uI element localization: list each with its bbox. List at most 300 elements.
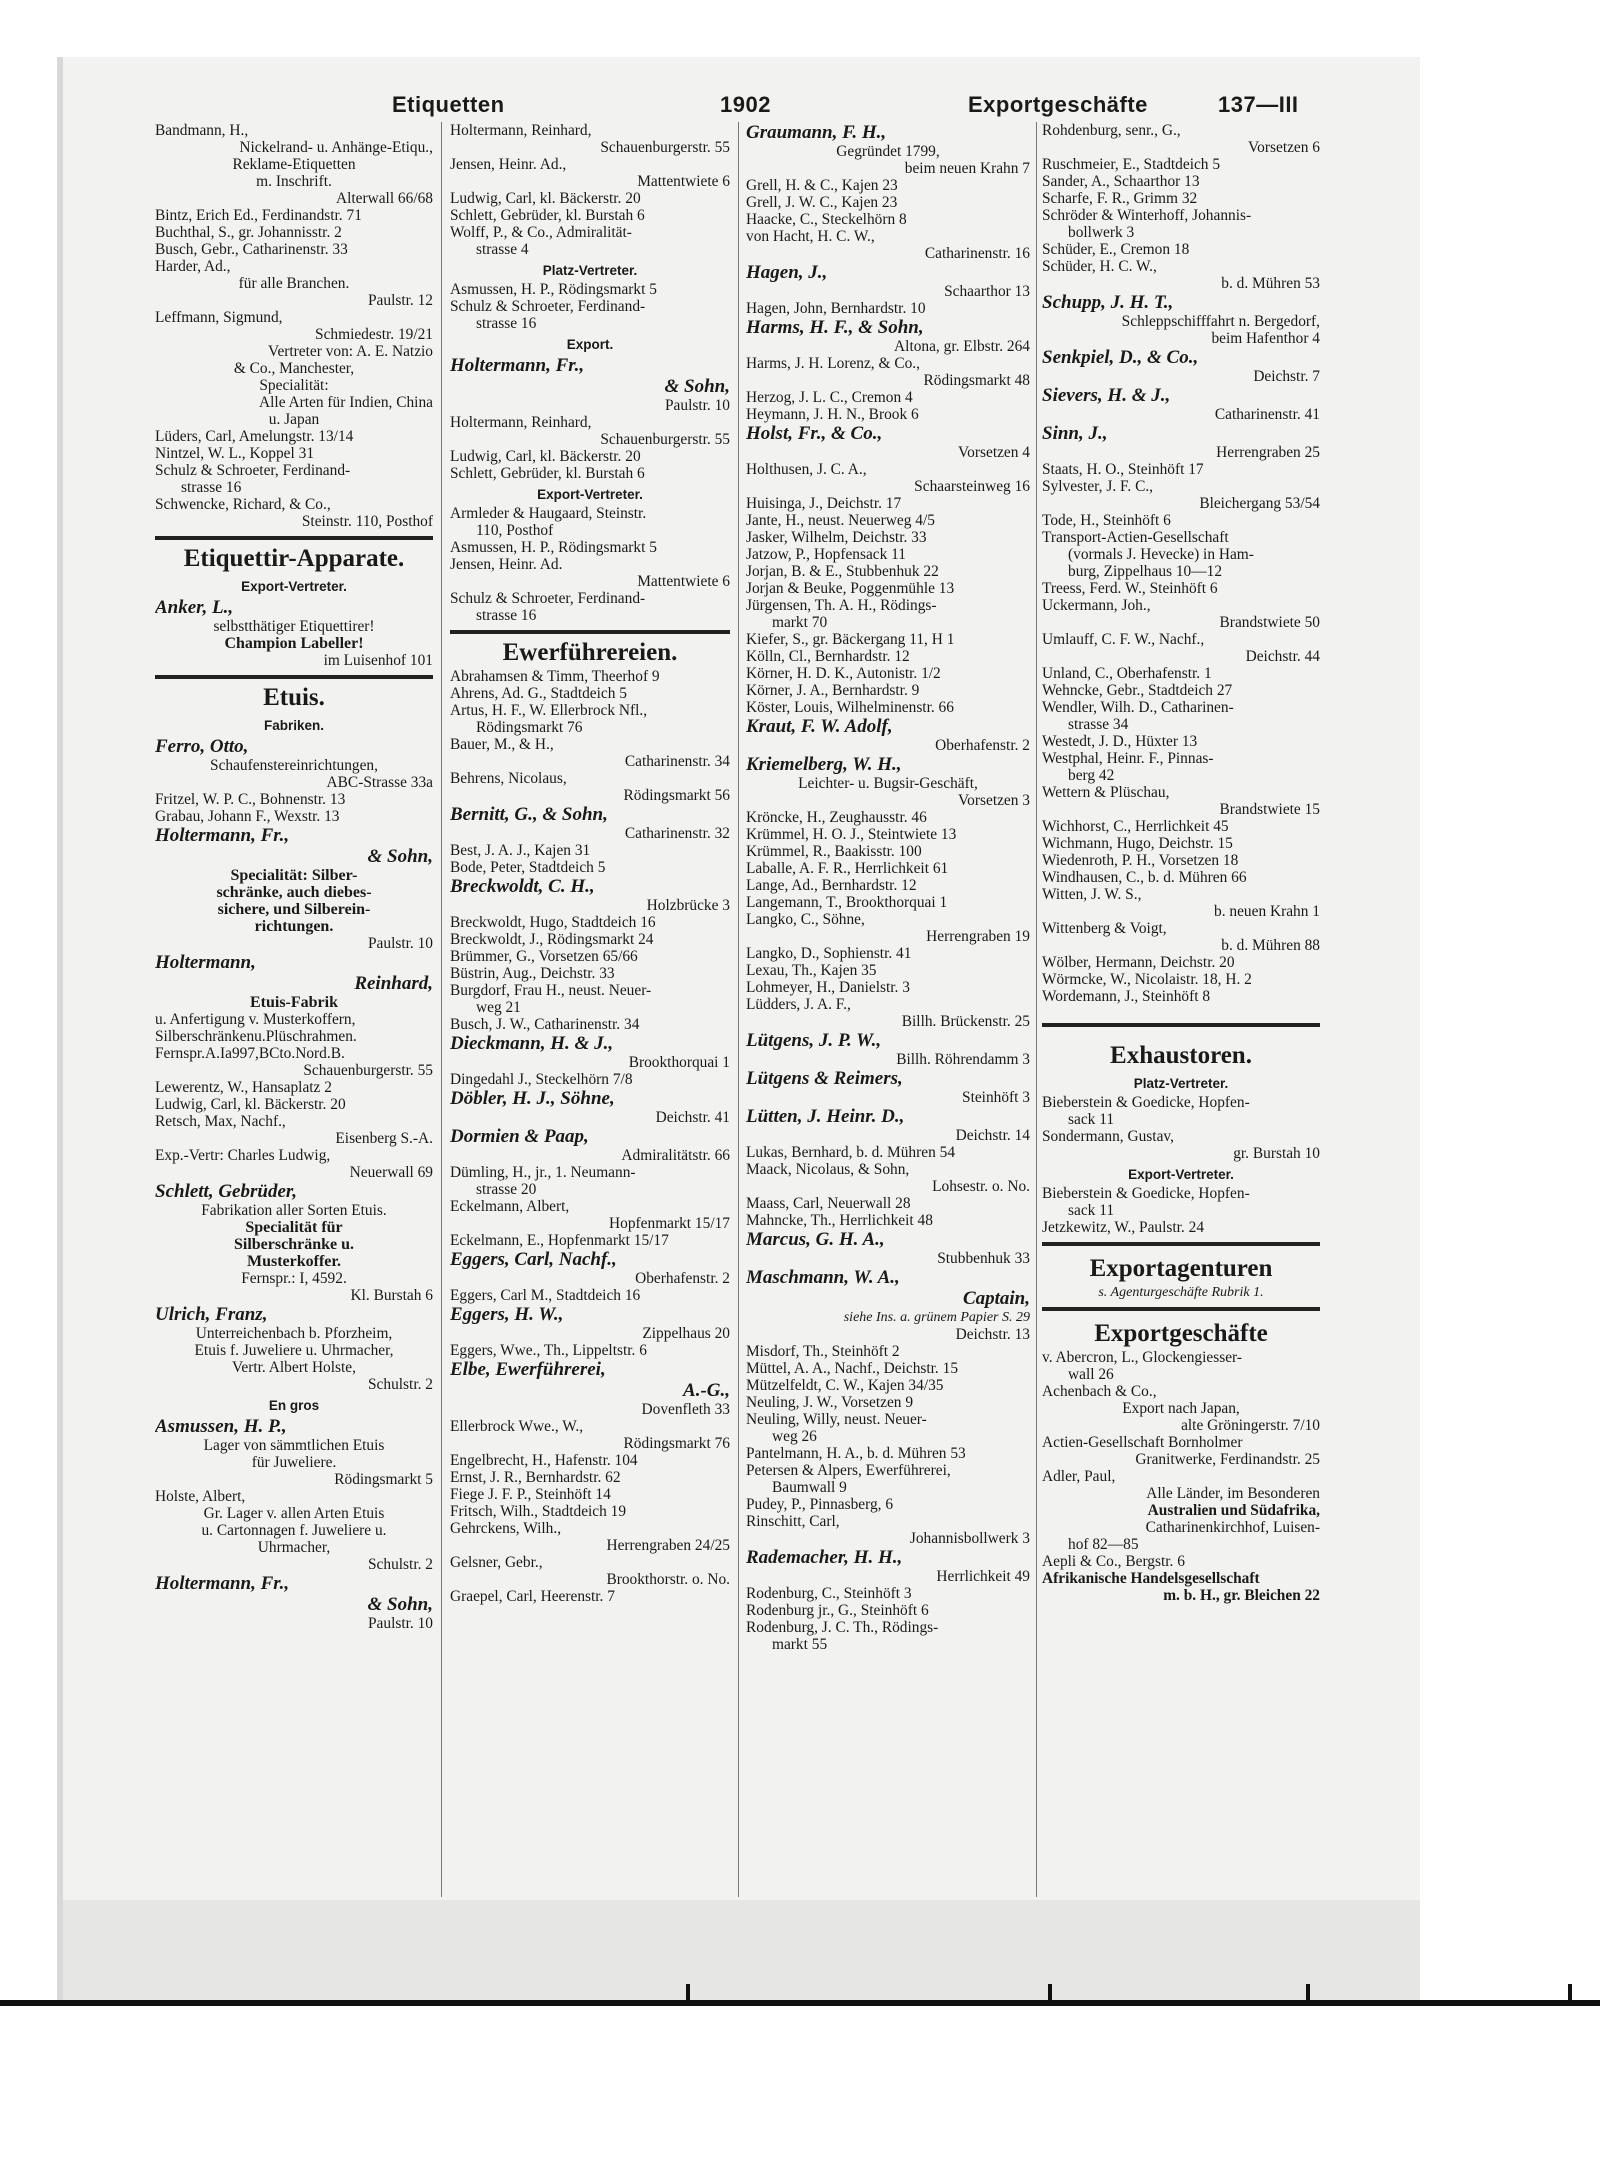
firm-name: A.-G., (683, 1380, 730, 1401)
listing-line: Büstrin, Aug., Deichstr. 33 (450, 965, 615, 982)
listing-line: Alle Arten für Indien, China (259, 394, 433, 411)
section-heading: Etuis. (263, 684, 325, 711)
listing-line: wall 26 (1068, 1366, 1114, 1383)
listing-line: u. Japan (268, 411, 320, 428)
listing-line: Brümmer, G., Vorsetzen 65/66 (450, 948, 638, 965)
listing-line: strasse 20 (476, 1181, 537, 1198)
firm-name: Sievers, H. & J., (1042, 385, 1171, 406)
firm-name: Anker, L., (155, 597, 234, 618)
listing-line: Kl. Burstah 6 (350, 1287, 433, 1304)
listing-line: Leichter- u. Bugsir-Geschäft, (798, 775, 978, 792)
listing-line: & Co., Manchester, (233, 360, 355, 377)
listing-line: Musterkoffer. (246, 1253, 342, 1270)
listing-line: Fernspr.: I, 4592. (241, 1270, 347, 1287)
listing-line: Müttel, A. A., Nachf., Deichstr. 15 (746, 1360, 959, 1377)
listing-line: Uhrmacher, (257, 1539, 331, 1556)
listing-line: Ruschmeier, E., Stadtdeich 5 (1042, 156, 1221, 173)
listing-line: sack 11 (1068, 1111, 1115, 1128)
listing-line: v. Abercron, L., Glockengiesser- (1042, 1349, 1242, 1366)
listing-line: Catharinenstr. 41 (1214, 406, 1320, 423)
listing-line: Bieberstein & Goedicke, Hopfen- (1042, 1094, 1250, 1111)
listing-line: Fritsch, Wilh., Stadtdeich 19 (450, 1503, 627, 1520)
listing-line: Herrengraben 19 (926, 928, 1030, 945)
listing-line: Eckelmann, E., Hopfenmarkt 15/17 (450, 1232, 669, 1249)
listing-line: Harder, Ad., (155, 258, 231, 275)
listing-line: Alterwall 66/68 (335, 190, 433, 207)
listing-line: Gelsner, Gebr., (450, 1554, 543, 1571)
listing-line: Rödingsmarkt 48 (923, 372, 1030, 389)
listing-line: Bauer, M., & H., (450, 736, 554, 753)
listing-line: Hagen, John, Bernhardstr. 10 (746, 300, 926, 317)
firm-name: & Sohn, (367, 1594, 433, 1615)
firm-name: Lütten, J. Heinr. D., (746, 1106, 905, 1127)
listing-line: m. b. H., gr. Bleichen 22 (1163, 1587, 1320, 1604)
listing-line: Schaarthor 13 (944, 283, 1030, 300)
section-rule (450, 630, 730, 634)
listing-line: Rödingsmarkt 76 (623, 1435, 730, 1452)
listing-line: Heymann, J. H. N., Brook 6 (746, 406, 919, 423)
listing-line: Tode, H., Steinhöft 6 (1042, 512, 1171, 529)
listing-line: strasse 4 (476, 241, 529, 258)
listing-line: Deichstr. 14 (955, 1127, 1030, 1144)
listing-line: Ernst, J. R., Bernhardstr. 62 (450, 1469, 621, 1486)
listing-line: Ellerbrock Wwe., W., (450, 1418, 584, 1435)
listing-line: Langko, C., Söhne, (746, 911, 865, 928)
listing-line: Wiedenroth, P. H., Vorsetzen 18 (1042, 852, 1239, 869)
listing-line: berg 42 (1068, 767, 1115, 784)
listing-line: Specialität: (259, 377, 329, 394)
listing-line: Vertr. Albert Holste, (232, 1359, 356, 1376)
listing-line: burg, Zippelhaus 10—12 (1068, 563, 1223, 580)
listing-line: Eckelmann, Albert, (450, 1198, 570, 1215)
listing-line: Umlauff, C. F. W., Nachf., (1042, 631, 1205, 648)
listing-line: Grell, H. & C., Kajen 23 (746, 177, 898, 194)
listing-line: strasse 16 (476, 607, 537, 624)
column-divider (1036, 122, 1037, 1897)
listing-line: Herrlichkeit 49 (936, 1568, 1030, 1585)
listing-line: Bandmann, H., (155, 122, 249, 139)
listing-line: Fritzel, W. P. C., Bohnenstr. 13 (155, 791, 346, 808)
listing-line: Stubbenhuk 33 (937, 1250, 1030, 1267)
section-rule (155, 675, 433, 679)
listing-line: Schüder, H. C. W., (1042, 258, 1157, 275)
listing-line: Jasker, Wilhelm, Deichstr. 33 (746, 529, 927, 546)
firm-name: Sinn, J., (1042, 423, 1108, 444)
listing-line: Rinschitt, Carl, (746, 1513, 840, 1530)
listing-line: b. d. Mühren 88 (1221, 937, 1320, 954)
section-rule (1042, 1023, 1320, 1027)
firm-name: Schlett, Gebrüder, (155, 1181, 297, 1202)
listing-line: Lüdders, J. A. F., (746, 996, 851, 1013)
listing-line: Johannisbollwerk 3 (909, 1530, 1030, 1547)
listing-line: Breckwoldt, Hugo, Stadtdeich 16 (450, 914, 656, 931)
running-header-year: 1902 (720, 92, 771, 117)
listing-line: Wehncke, Gebr., Stadtdeich 27 (1042, 682, 1233, 699)
listing-line: Wettern & Plüschau, (1042, 784, 1170, 801)
firm-name: Harms, H. F., & Sohn, (746, 317, 924, 338)
listing-line: s. Agenturgeschäfte Rubrik 1. (1098, 1285, 1264, 1300)
listing-line: Baumwall 9 (772, 1479, 847, 1496)
firm-name: Captain, (962, 1288, 1030, 1309)
firm-name: Kriemelberg, W. H., (746, 754, 902, 775)
listing-line: Schulstr. 2 (368, 1376, 433, 1393)
listing-line: Haacke, C., Steckelhörn 8 (746, 211, 907, 228)
listing-line: Dümling, H., jr., 1. Neumann- (450, 1164, 636, 1181)
listing-line: Rodenburg, J. C. Th., Rödings- (746, 1619, 939, 1636)
listing-line: Abrahamsen & Timm, Theerhof 9 (450, 668, 660, 685)
listing-line: Steinstr. 110, Posthof (301, 513, 433, 530)
listing-line: Champion Labeller! (224, 635, 364, 652)
listing-line: Sander, A., Schaarthor 13 (1042, 173, 1200, 190)
listing-line: Lewerentz, W., Hansaplatz 2 (155, 1079, 332, 1096)
listing-line: Schaarsteinweg 16 (914, 478, 1030, 495)
listing-line: Mattentwiete 6 (637, 573, 730, 590)
listing-line: Artus, H. F., W. Ellerbrock Nfl., (450, 702, 648, 719)
firm-name: Schupp, J. H. T., (1042, 292, 1174, 313)
listing-line: Paulstr. 12 (368, 292, 433, 309)
listing-line: von Hacht, H. C. W., (746, 228, 875, 245)
section-heading: Ewerführereien. (502, 639, 678, 666)
listing-line: alte Gröningerstr. 7/10 (1181, 1417, 1320, 1434)
listing-line: Lager von sämmtlichen Etuis (203, 1437, 385, 1454)
column-3 (746, 122, 1030, 1945)
firm-name: Asmussen, H. P., (155, 1416, 287, 1437)
listing-line: Rödingsmarkt 76 (476, 719, 583, 736)
listing-line: Neuerwall 69 (349, 1164, 433, 1181)
subsection-heading: Export-Vertreter. (241, 579, 347, 594)
firm-name: Eggers, Carl, Nachf., (450, 1249, 617, 1270)
listing-line: gr. Burstah 10 (1233, 1145, 1320, 1162)
listing-line: Rodenburg, C., Steinhöft 3 (746, 1585, 912, 1602)
listing-line: Neuling, Willy, neust. Neuer- (746, 1411, 927, 1428)
listing-line: Billh. Brückenstr. 25 (901, 1013, 1030, 1030)
subsection-heading: Platz-Vertreter. (1133, 1076, 1229, 1091)
listing-line: Schulz & Schroeter, Ferdinand- (450, 590, 646, 607)
listing-line: Lukas, Bernhard, b. d. Mühren 54 (746, 1144, 956, 1161)
firm-name: Lütgens & Reimers, (746, 1068, 903, 1089)
listing-line: Bode, Peter, Stadtdeich 5 (450, 859, 606, 876)
firm-name: Rademacher, H. H., (746, 1547, 903, 1568)
listing-line: Jetzkewitz, W., Paulstr. 24 (1042, 1219, 1205, 1236)
firm-name: Holst, Fr., & Co., (746, 423, 883, 444)
listing-line: Kröncke, H., Zeughausstr. 46 (746, 809, 927, 826)
listing-line: Westphal, Heinr. F., Pinnas- (1042, 750, 1214, 767)
listing-line: Maack, Nicolaus, & Sohn, (746, 1161, 910, 1178)
listing-line: Schauenburgerstr. 55 (303, 1062, 433, 1079)
firm-name: Breckwoldt, C. H., (450, 876, 595, 897)
listing-line: Maass, Carl, Neuerwall 28 (746, 1195, 911, 1212)
listing-line: Wendler, Wilh. D., Catharinen- (1042, 699, 1234, 716)
firm-name: Holtermann, Fr., (155, 825, 290, 846)
listing-line: Rödingsmarkt 56 (623, 787, 730, 804)
listing-line: Buchthal, S., gr. Johannisstr. 2 (155, 224, 342, 241)
section-rule (1042, 1242, 1320, 1246)
section-rule (155, 536, 433, 540)
listing-line: Reklame-Etiquetten (232, 156, 356, 173)
firm-name: Ulrich, Franz, (155, 1304, 268, 1325)
firm-name: Eggers, H. W., (450, 1304, 564, 1325)
listing-line: Asmussen, H. P., Rödingsmarkt 5 (450, 281, 657, 298)
listing-line: Mattentwiete 6 (637, 173, 730, 190)
listing-line: Holthusen, J. C. A., (746, 461, 867, 478)
listing-line: Schulz & Schroeter, Ferdinand- (155, 462, 351, 479)
listing-line: Eisenberg S.-A. (335, 1130, 433, 1147)
firm-name: Elbe, Ewerführerei, (450, 1359, 606, 1380)
listing-line: Körner, J. A., Bernhardstr. 9 (746, 682, 920, 699)
listing-line: Steinhöft 3 (962, 1089, 1030, 1106)
listing-line: Lexau, Th., Kajen 35 (746, 962, 877, 979)
column-1 (155, 122, 433, 1945)
listing-line: Mahncke, Th., Herrlichkeit 48 (746, 1212, 933, 1229)
listing-line: Eggers, Wwe., Th., Lippeltstr. 6 (450, 1342, 647, 1359)
listing-line: Brookthorquai 1 (628, 1054, 730, 1071)
listing-line: Wichmann, Hugo, Deichstr. 15 (1042, 835, 1233, 852)
scanner-black-bar (0, 2000, 1600, 2006)
listing-line: Etuis f. Juweliere u. Uhrmacher, (194, 1342, 394, 1359)
listing-line: Uckermann, Joh., (1042, 597, 1151, 614)
listing-line: Fabrikation aller Sorten Etuis. (201, 1202, 387, 1219)
listing-line: Schlett, Gebrüder, kl. Burstah 6 (450, 207, 645, 224)
listing-line: Treess, Ferd. W., Steinhöft 6 (1042, 580, 1218, 597)
scanner-tick (1048, 1984, 1052, 2000)
section-heading: Exhaustoren. (1110, 1042, 1252, 1069)
listing-line: Paulstr. 10 (665, 397, 730, 414)
listing-line: Zippelhaus 20 (642, 1325, 730, 1342)
listing-line: Transport-Actien-Gesellschaft (1042, 529, 1229, 546)
column-4 (1042, 122, 1320, 1945)
listing-line: richtungen. (254, 918, 334, 935)
listing-line: Holste, Albert, (155, 1488, 246, 1505)
listing-line: Misdorf, Th., Steinhöft 2 (746, 1343, 900, 1360)
listing-line: Specialität für (245, 1219, 343, 1236)
listing-line: beim Hafenthor 4 (1211, 330, 1320, 347)
section-heading: Etiquettir-Apparate. (183, 545, 405, 572)
listing-line: hof 82—85 (1068, 1536, 1139, 1553)
listing-line: Hopfenmarkt 15/17 (609, 1215, 730, 1232)
listing-line: Behrens, Nicolaus, (450, 770, 567, 787)
listing-line: beim neuen Krahn 7 (904, 160, 1030, 177)
subsection-heading: Platz-Vertreter. (542, 263, 638, 278)
listing-line: Nickelrand- u. Anhänge-Etiqu., (239, 139, 433, 156)
listing-line: Brandstwiete 50 (1219, 614, 1320, 631)
listing-line: Eggers, Carl M., Stadtdeich 16 (450, 1287, 641, 1304)
listing-line: Armleder & Haugaard, Steinstr. (450, 505, 647, 522)
listing-line: Körner, H. D. K., Autonistr. 1/2 (746, 665, 941, 682)
listing-line: Busch, Gebr., Catharinenstr. 33 (155, 241, 348, 258)
listing-line: im Luisenhof 101 (323, 652, 433, 669)
listing-line: Burgdorf, Frau H., neust. Neuer- (450, 982, 652, 999)
listing-line: Nintzel, W. L., Koppel 31 (155, 445, 315, 462)
listing-line: Vorsetzen 6 (1248, 139, 1320, 156)
listing-line: Admiralitätstr. 66 (621, 1147, 730, 1164)
listing-line: markt 55 (772, 1636, 828, 1653)
listing-line: Paulstr. 10 (368, 1615, 433, 1632)
firm-name: Reinhard, (354, 973, 433, 994)
listing-line: Deichstr. 41 (655, 1109, 730, 1126)
subsection-heading: Export-Vertreter. (537, 487, 643, 502)
firm-name: Senkpiel, D., & Co., (1042, 347, 1199, 368)
listing-line: Gehrckens, Wilh., (450, 1520, 562, 1537)
listing-line: Retsch, Max, Nachf., (155, 1113, 286, 1130)
listing-line: Wittenberg & Voigt, (1042, 920, 1167, 937)
listing-line: Adler, Paul, (1042, 1468, 1116, 1485)
listing-line: Staats, H. O., Steinhöft 17 (1042, 461, 1204, 478)
listing-line: weg 26 (772, 1428, 817, 1445)
column-divider (738, 122, 739, 1897)
listing-line: Schröder & Winterhoff, Johannis- (1042, 207, 1252, 224)
listing-line: Windhausen, C., b. d. Mühren 66 (1042, 869, 1247, 886)
listing-line: weg 21 (476, 999, 521, 1016)
listing-line: Fernspr.A.Ia997,BCto.Nord.B. (155, 1045, 345, 1062)
listing-line: Deichstr. 44 (1245, 648, 1320, 665)
listing-line: Langko, D., Sophienstr. 41 (746, 945, 912, 962)
listing-line: u. Cartonnagen f. Juweliere u. (201, 1522, 387, 1539)
listing-line: Schulstr. 2 (368, 1556, 433, 1573)
section-heading: Exportagenturen (1089, 1255, 1273, 1282)
listing-line: strasse 34 (1068, 716, 1129, 733)
listing-line: Unland, C., Oberhafenstr. 1 (1042, 665, 1212, 682)
scan-left-edge (57, 57, 63, 2000)
listing-line: Lange, Ad., Bernhardstr. 12 (746, 877, 917, 894)
listing-line: strasse 16 (476, 315, 537, 332)
scanner-tick (1306, 1984, 1310, 2000)
listing-line: Jatzow, P., Hopfensack 11 (746, 546, 906, 563)
listing-line: Best, J. A. J., Kajen 31 (450, 842, 591, 859)
listing-line: Bleichergang 53/54 (1199, 495, 1320, 512)
listing-line: Pudey, P., Pinnasberg, 6 (746, 1496, 894, 1513)
running-header-right: Exportgeschäfte (968, 92, 1148, 117)
listing-line: Catharinenstr. 16 (924, 245, 1030, 262)
firm-name: Dieckmann, H. & J., (450, 1033, 614, 1054)
listing-line: Jorjan, B. & E., Stubbenhuk 22 (746, 563, 939, 580)
listing-line: Ludwig, Carl, kl. Bäckerstr. 20 (450, 448, 641, 465)
listing-line: Deichstr. 13 (955, 1326, 1030, 1343)
listing-line: Wörmcke, W., Nicolaistr. 18, H. 2 (1042, 971, 1252, 988)
listing-line: markt 70 (772, 614, 828, 631)
listing-line: Export nach Japan, (1122, 1400, 1240, 1417)
listing-line: Grell, J. W. C., Kajen 23 (746, 194, 898, 211)
section-rule (1042, 1307, 1320, 1311)
listing-line: Kiefer, S., gr. Bäckergang 11, H 1 (746, 631, 955, 648)
listing-line: Unterreichenbach b. Pforzheim, (195, 1325, 393, 1342)
listing-line: Australien und Südafrika, (1147, 1502, 1320, 1519)
listing-line: Dovenfleth 33 (641, 1401, 730, 1418)
listing-line: Paulstr. 10 (368, 935, 433, 952)
listing-line: Brookthorstr. o. No. (606, 1571, 730, 1588)
scanner-tick (686, 1984, 690, 2000)
firm-name: & Sohn, (664, 376, 730, 397)
subsection-heading: Export. (566, 337, 614, 352)
listing-line: Langemann, T., Brookthorquai 1 (746, 894, 948, 911)
listing-line: Deichstr. 7 (1253, 368, 1320, 385)
listing-line: Vorsetzen 3 (958, 792, 1030, 809)
listing-line: für Juweliere. (251, 1454, 337, 1471)
listing-line: u. Anfertigung v. Musterkoffern, (155, 1011, 356, 1028)
listing-line: strasse 16 (181, 479, 242, 496)
listing-line: Pantelmann, H. A., b. d. Mühren 53 (746, 1445, 966, 1462)
column-divider (441, 122, 442, 1897)
listing-line: selbstthätiger Etiquettirer! (213, 618, 375, 635)
scanner-tick (1568, 1984, 1572, 2000)
listing-line: Laballe, A. F. R., Herrlichkeit 61 (746, 860, 949, 877)
listing-line: Dingedahl J., Steckelhörn 7/8 (450, 1071, 633, 1088)
listing-line: Jante, H., neust. Neuerweg 4/5 (746, 512, 935, 529)
listing-line: Köster, Louis, Wilhelminenstr. 66 (746, 699, 954, 716)
listing-line: Ludwig, Carl, kl. Bäckerstr. 20 (450, 190, 641, 207)
listing-line: Fiege J. F. P., Steinhöft 14 (450, 1486, 611, 1503)
listing-line: Schlett, Gebrüder, kl. Burstah 6 (450, 465, 645, 482)
listing-line: sichere, und Silberein- (217, 901, 371, 918)
firm-name: Kraut, F. W. Adolf, (746, 716, 893, 737)
listing-line: Jensen, Heinr. Ad., (450, 156, 567, 173)
listing-line: Sondermann, Gustav, (1042, 1128, 1174, 1145)
listing-line: Schauenburgerstr. 55 (600, 139, 730, 156)
listing-line: Schwencke, Richard, & Co., (155, 496, 331, 513)
listing-line: Silberschränkenu.Plüschrahmen. (155, 1028, 357, 1045)
listing-line: Herzog, J. L. C., Cremon 4 (746, 389, 913, 406)
listing-line: Etuis-Fabrik (249, 994, 338, 1011)
listing-line: Holtermann, Reinhard, (450, 122, 592, 139)
listing-line: Granitwerke, Ferdinandstr. 25 (1135, 1451, 1320, 1468)
firm-name: & Sohn, (367, 846, 433, 867)
listing-line: Busch, J. W., Catharinenstr. 34 (450, 1016, 640, 1033)
listing-line: Wolff, P., & Co., Admiralität- (450, 224, 632, 241)
listing-line: für alle Branchen. (238, 275, 350, 292)
listing-line: Bintz, Erich Ed., Ferdinandstr. 71 (155, 207, 362, 224)
listing-line: m. Inschrift. (256, 173, 332, 190)
listing-line: Jensen, Heinr. Ad. (450, 556, 563, 573)
listing-line: Schaufenstereinrichtungen, (210, 757, 378, 774)
page-number: 137—III (1218, 92, 1299, 117)
listing-line: Lüders, Carl, Amelungstr. 13/14 (155, 428, 354, 445)
listing-line: Wordemann, J., Steinhöft 8 (1042, 988, 1211, 1005)
listing-line: Schüder, E., Cremon 18 (1042, 241, 1190, 258)
listing-line: Achenbach & Co., (1042, 1383, 1157, 1400)
listing-line: Neuling, J. W., Vorsetzen 9 (746, 1394, 914, 1411)
firm-name: Graumann, F. H., (746, 122, 887, 143)
firm-name: Maschmann, W. A., (746, 1267, 900, 1288)
listing-line: Exp.-Vertr: Charles Ludwig, (155, 1147, 331, 1164)
listing-line: Westedt, J. D., Hüxter 13 (1042, 733, 1198, 750)
listing-line: Gegründet 1799, (836, 143, 940, 160)
listing-line: Engelbrecht, H., Hafenstr. 104 (450, 1452, 638, 1469)
listing-line: sack 11 (1068, 1202, 1115, 1219)
listing-line: (vormals J. Hevecke) in Ham- (1068, 546, 1254, 563)
listing-line: Harms, J. H. Lorenz, & Co., (746, 355, 920, 372)
listing-line: Scharfe, F. R., Grimm 32 (1042, 190, 1198, 207)
listing-line: Sylvester, J. F. C., (1042, 478, 1154, 495)
listing-line: Vertreter von: A. E. Natzio (268, 343, 433, 360)
column-2 (450, 122, 730, 1945)
running-header-left: Etiquetten (392, 92, 505, 117)
listing-line: Graepel, Carl, Heerenstr. 7 (450, 1588, 615, 1605)
listing-line: b. d. Mühren 53 (1221, 275, 1320, 292)
listing-line: Oberhafenstr. 2 (935, 737, 1030, 754)
firm-name: Döbler, H. J., Söhne, (450, 1088, 615, 1109)
firm-name: Ferro, Otto, (155, 736, 249, 757)
listing-line: Bieberstein & Goedicke, Hopfen- (1042, 1185, 1250, 1202)
listing-line: Kölln, Cl., Bernhardstr. 12 (746, 648, 910, 665)
firm-name: Holtermann, (155, 952, 256, 973)
listing-line: Asmussen, H. P., Rödingsmarkt 5 (450, 539, 657, 556)
listing-line: Ahrens, Ad. G., Stadtdeich 5 (450, 685, 627, 702)
listing-line: Krümmel, R., Baakisstr. 100 (746, 843, 922, 860)
listing-line: Aepli & Co., Bergstr. 6 (1042, 1553, 1185, 1570)
listing-line: Herrengraben 24/25 (606, 1537, 730, 1554)
listing-line: siehe Ins. a. grünem Papier S. 29 (843, 1310, 1030, 1325)
listing-line: Schleppschifffahrt n. Bergedorf, (1121, 313, 1320, 330)
listing-line: Rodenburg jr., G., Steinhöft 6 (746, 1602, 929, 1619)
